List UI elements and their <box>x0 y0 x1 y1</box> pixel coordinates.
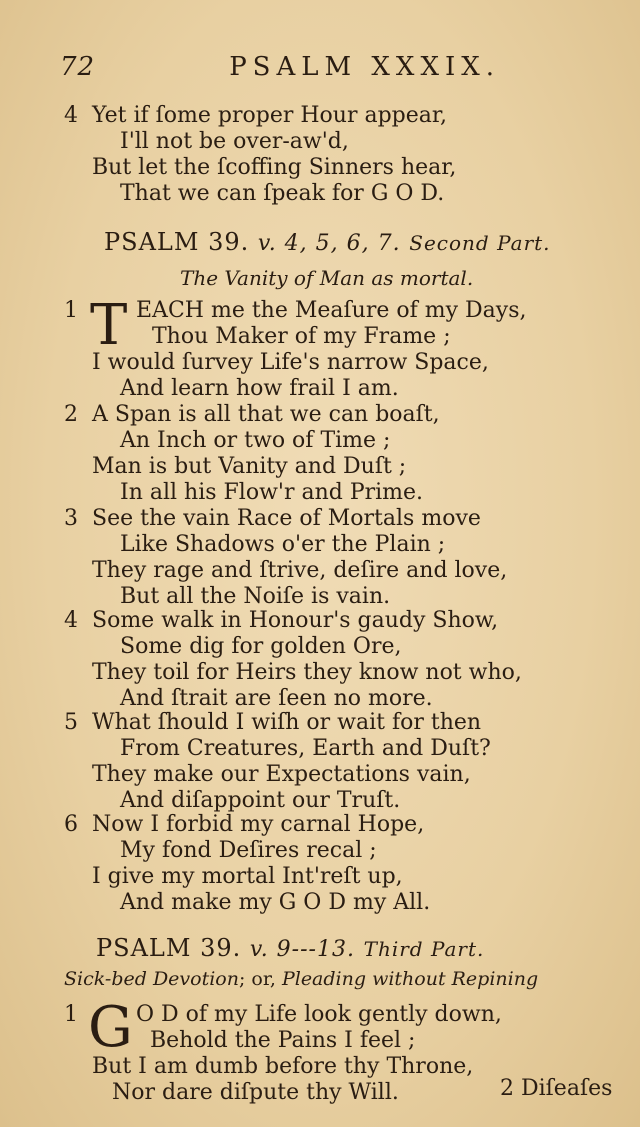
verse-line: Like Shadows o'er the Plain ; <box>120 532 446 557</box>
verse-line: And learn how frail I am. <box>120 376 399 401</box>
verse-line: They make our Expectations vain, <box>92 762 471 787</box>
verse-line: A Span is all that we can boaſt, <box>92 402 440 427</box>
verse-line: Now I forbid my carnal Hope, <box>92 812 425 837</box>
psalm-subtitle-part2: The Vanity of Man as mortal. <box>180 266 474 290</box>
heading-part: Third Part. <box>363 937 485 961</box>
verse-line: Man is but Vanity and Duſt ; <box>92 454 407 479</box>
verse-line: From Creatures, Earth and Duſt? <box>120 736 491 761</box>
verse-line: An Inch or two of Time ; <box>120 428 391 453</box>
verse-line: I would ſurvey Life's narrow Space, <box>92 350 489 375</box>
verse-line: But I am dumb before thy Throne, <box>92 1054 474 1079</box>
verse-line: I'll not be over-aw'd, <box>120 129 349 154</box>
drop-cap: G <box>88 995 133 1060</box>
verse-line: I give my mortal Int'reſt up, <box>92 864 403 889</box>
heading-verses: v. 9---13. <box>249 937 355 962</box>
stanza-number: 2 <box>64 402 78 427</box>
psalm-heading-part2 <box>104 228 551 256</box>
stanza-number: 5 <box>64 710 78 735</box>
verse-line: They toil for Heirs they know not who, <box>92 660 522 685</box>
subtitle-b: Pleading without Repining <box>281 968 539 990</box>
heading-label: PSALM 39. <box>104 228 250 256</box>
verse-line: Behold the Pains I feel ; <box>150 1028 416 1053</box>
stanza-number: 1 <box>64 298 78 323</box>
verse-line: And diſappoint our Truſt. <box>120 788 401 813</box>
running-title: PSALM XXXIX. <box>229 52 500 82</box>
verse-line: Nor dare diſpute thy Will. <box>112 1080 399 1105</box>
verse-line: Thou Maker of my Frame ; <box>152 324 451 349</box>
verse-line: Some dig for golden Ore, <box>120 634 402 659</box>
heading-verses: v. 4, 5, 6, 7. <box>257 231 401 256</box>
psalm-heading-part3 <box>96 934 484 962</box>
verse-line: See the vain Race of Mortals move <box>92 506 481 531</box>
drop-cap: T <box>90 293 128 358</box>
verse-line: O D of my Life look gently down, <box>136 1002 502 1027</box>
psalm-subtitle-part3 <box>64 968 538 990</box>
stanza-number: 4 <box>64 103 78 128</box>
stanza-number: 3 <box>64 506 78 531</box>
stanza-number: 6 <box>64 812 78 837</box>
stanza-number: 1 <box>64 1002 78 1027</box>
verse-line: But all the Noiſe is vain. <box>120 584 391 609</box>
catchword: 2 Diſeaſes <box>500 1076 613 1101</box>
verse-line: But let the ſcoffing Sinners hear, <box>92 155 457 180</box>
subtitle-sep: ; or, <box>238 968 276 990</box>
verse-line: What ſhould I wiſh or wait for then <box>92 710 482 735</box>
verse-line: That we can ſpeak for G O D. <box>120 181 445 206</box>
heading-part: Second Part. <box>409 231 551 255</box>
running-head <box>60 50 500 86</box>
heading-label: PSALM 39. <box>96 934 242 962</box>
verse-line: My fond Deſires recal ; <box>120 838 377 863</box>
stanza-number: 4 <box>64 608 78 633</box>
verse-line: In all his Flow'r and Prime. <box>120 480 424 505</box>
verse-line: And make my G O D my All. <box>120 890 431 915</box>
verse-line: Yet if ſome proper Hour appear, <box>92 103 447 128</box>
verse-line: Some walk in Honour's gaudy Show, <box>92 608 499 633</box>
verse-line: EACH me the Meaſure of my Days, <box>136 298 527 323</box>
verse-line: They rage and ſtrive, deſire and love, <box>92 558 508 583</box>
page-number: 72 <box>60 52 96 82</box>
verse-line: And ſtrait are ſeen no more. <box>120 686 433 711</box>
subtitle-a: Sick-bed Devotion <box>64 968 239 990</box>
